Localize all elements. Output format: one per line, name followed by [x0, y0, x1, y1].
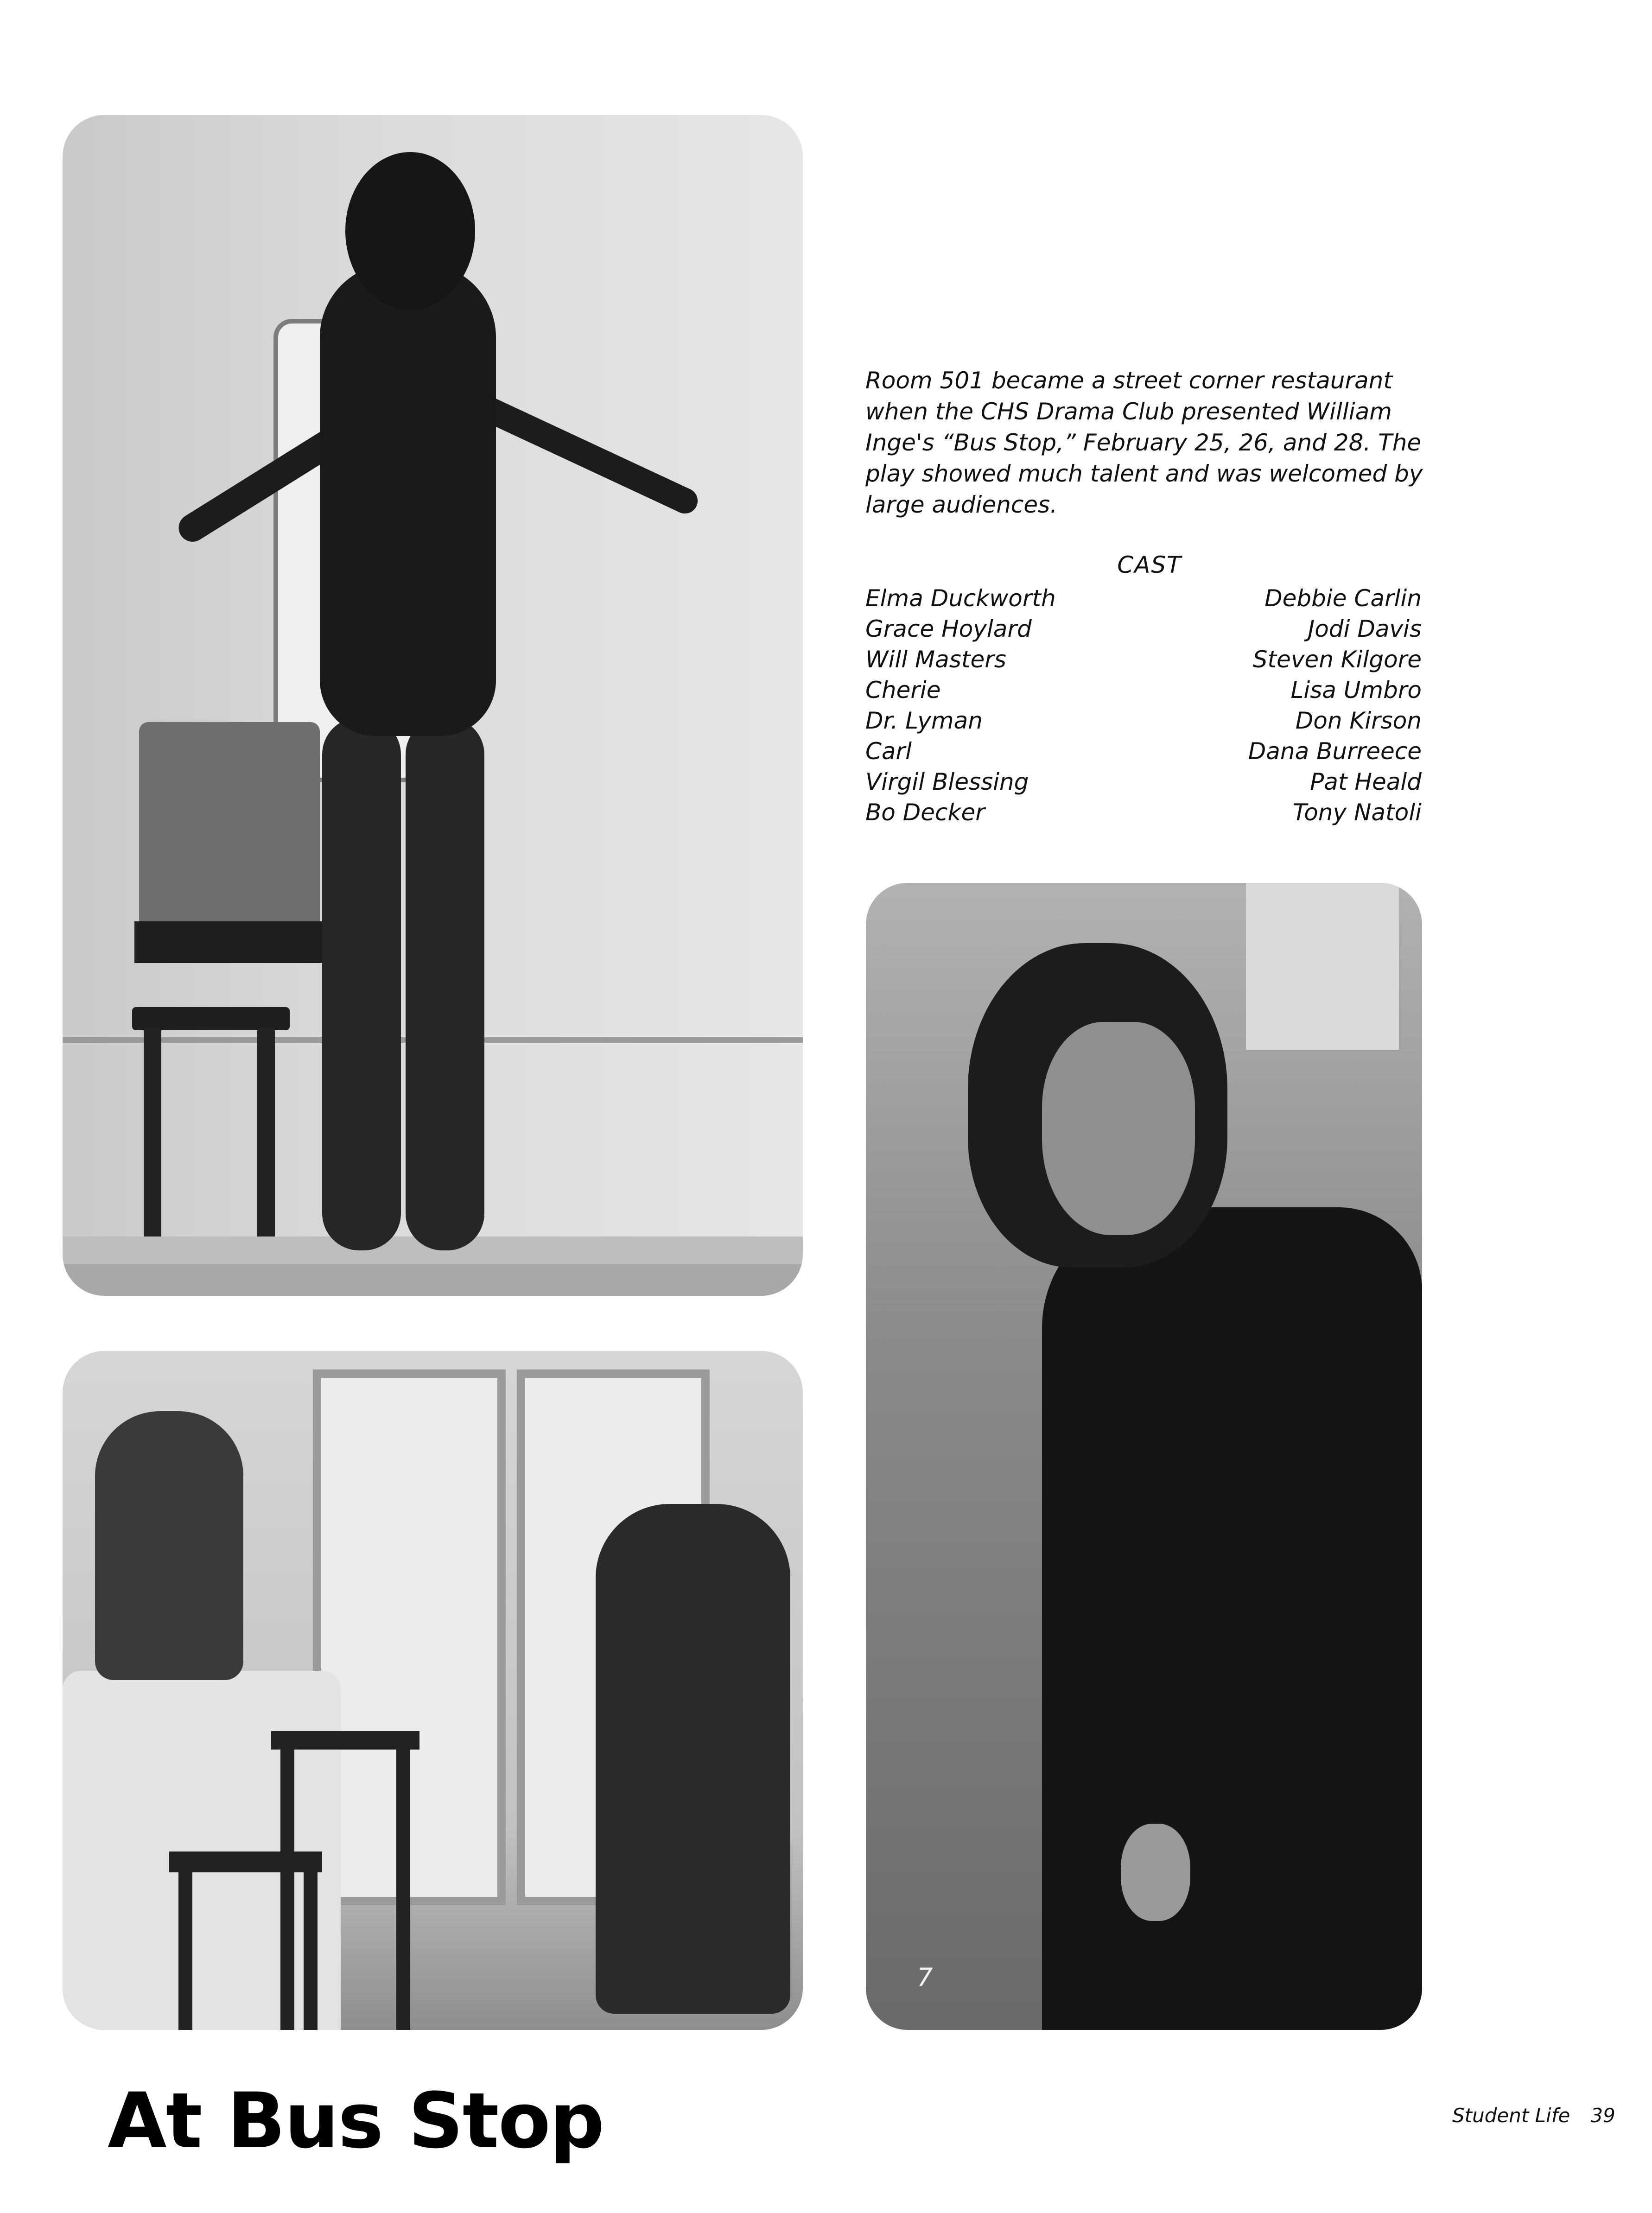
page-number: 39: [1590, 2104, 1615, 2127]
cast-row: [865, 705, 1422, 736]
cast-actor: Tony Natoli: [1292, 799, 1422, 826]
cast-role: Cherie: [865, 677, 941, 704]
cast-row: [865, 736, 1422, 767]
photo-number: 7: [917, 1963, 933, 1992]
photo-caption: Room 501 became a street corner restaurant when the CHS Drama Club presented William Inge's “Bus Stop,” February 25, 26, and 28. The play showed much talent and was welcomed by large audiences.: [865, 367, 1423, 518]
page-title: At Bus Stop: [108, 2076, 604, 2165]
cast-row: [865, 614, 1422, 644]
cast-role: Carl: [865, 738, 912, 765]
cast-role: Grace Hoylard: [865, 615, 1032, 642]
cast-actor: Pat Heald: [1310, 768, 1422, 795]
photo-dancer-on-stage: [63, 115, 803, 1296]
photo-actors-at-counter: [63, 1351, 803, 2030]
cast-actor: Dana Burreece: [1248, 738, 1422, 765]
cast-actor: Steven Kilgore: [1252, 646, 1422, 673]
photo-actor-closeup: [866, 883, 1422, 2030]
cast-row: [865, 767, 1422, 797]
cast-row: [865, 797, 1422, 828]
cast-heading: CAST: [1117, 552, 1182, 578]
cast-actor: Don Kirson: [1295, 707, 1422, 734]
cast-actor: Lisa Umbro: [1290, 677, 1422, 704]
cast-role: Virgil Blessing: [865, 768, 1029, 795]
cast-role: Bo Decker: [865, 799, 985, 826]
cast-actor: Jodi Davis: [1308, 615, 1422, 642]
cast-actor: Debbie Carlin: [1264, 585, 1422, 612]
cast-role: Elma Duckworth: [865, 585, 1056, 612]
cast-role: Dr. Lyman: [865, 707, 983, 734]
cast-list: [865, 583, 1422, 828]
section-name: Student Life: [1452, 2104, 1570, 2127]
cast-role: Will Masters: [865, 646, 1006, 673]
cast-row: [865, 583, 1422, 614]
cast-row: [865, 675, 1422, 705]
page-footer: [1452, 2104, 1615, 2127]
cast-row: [865, 644, 1422, 675]
